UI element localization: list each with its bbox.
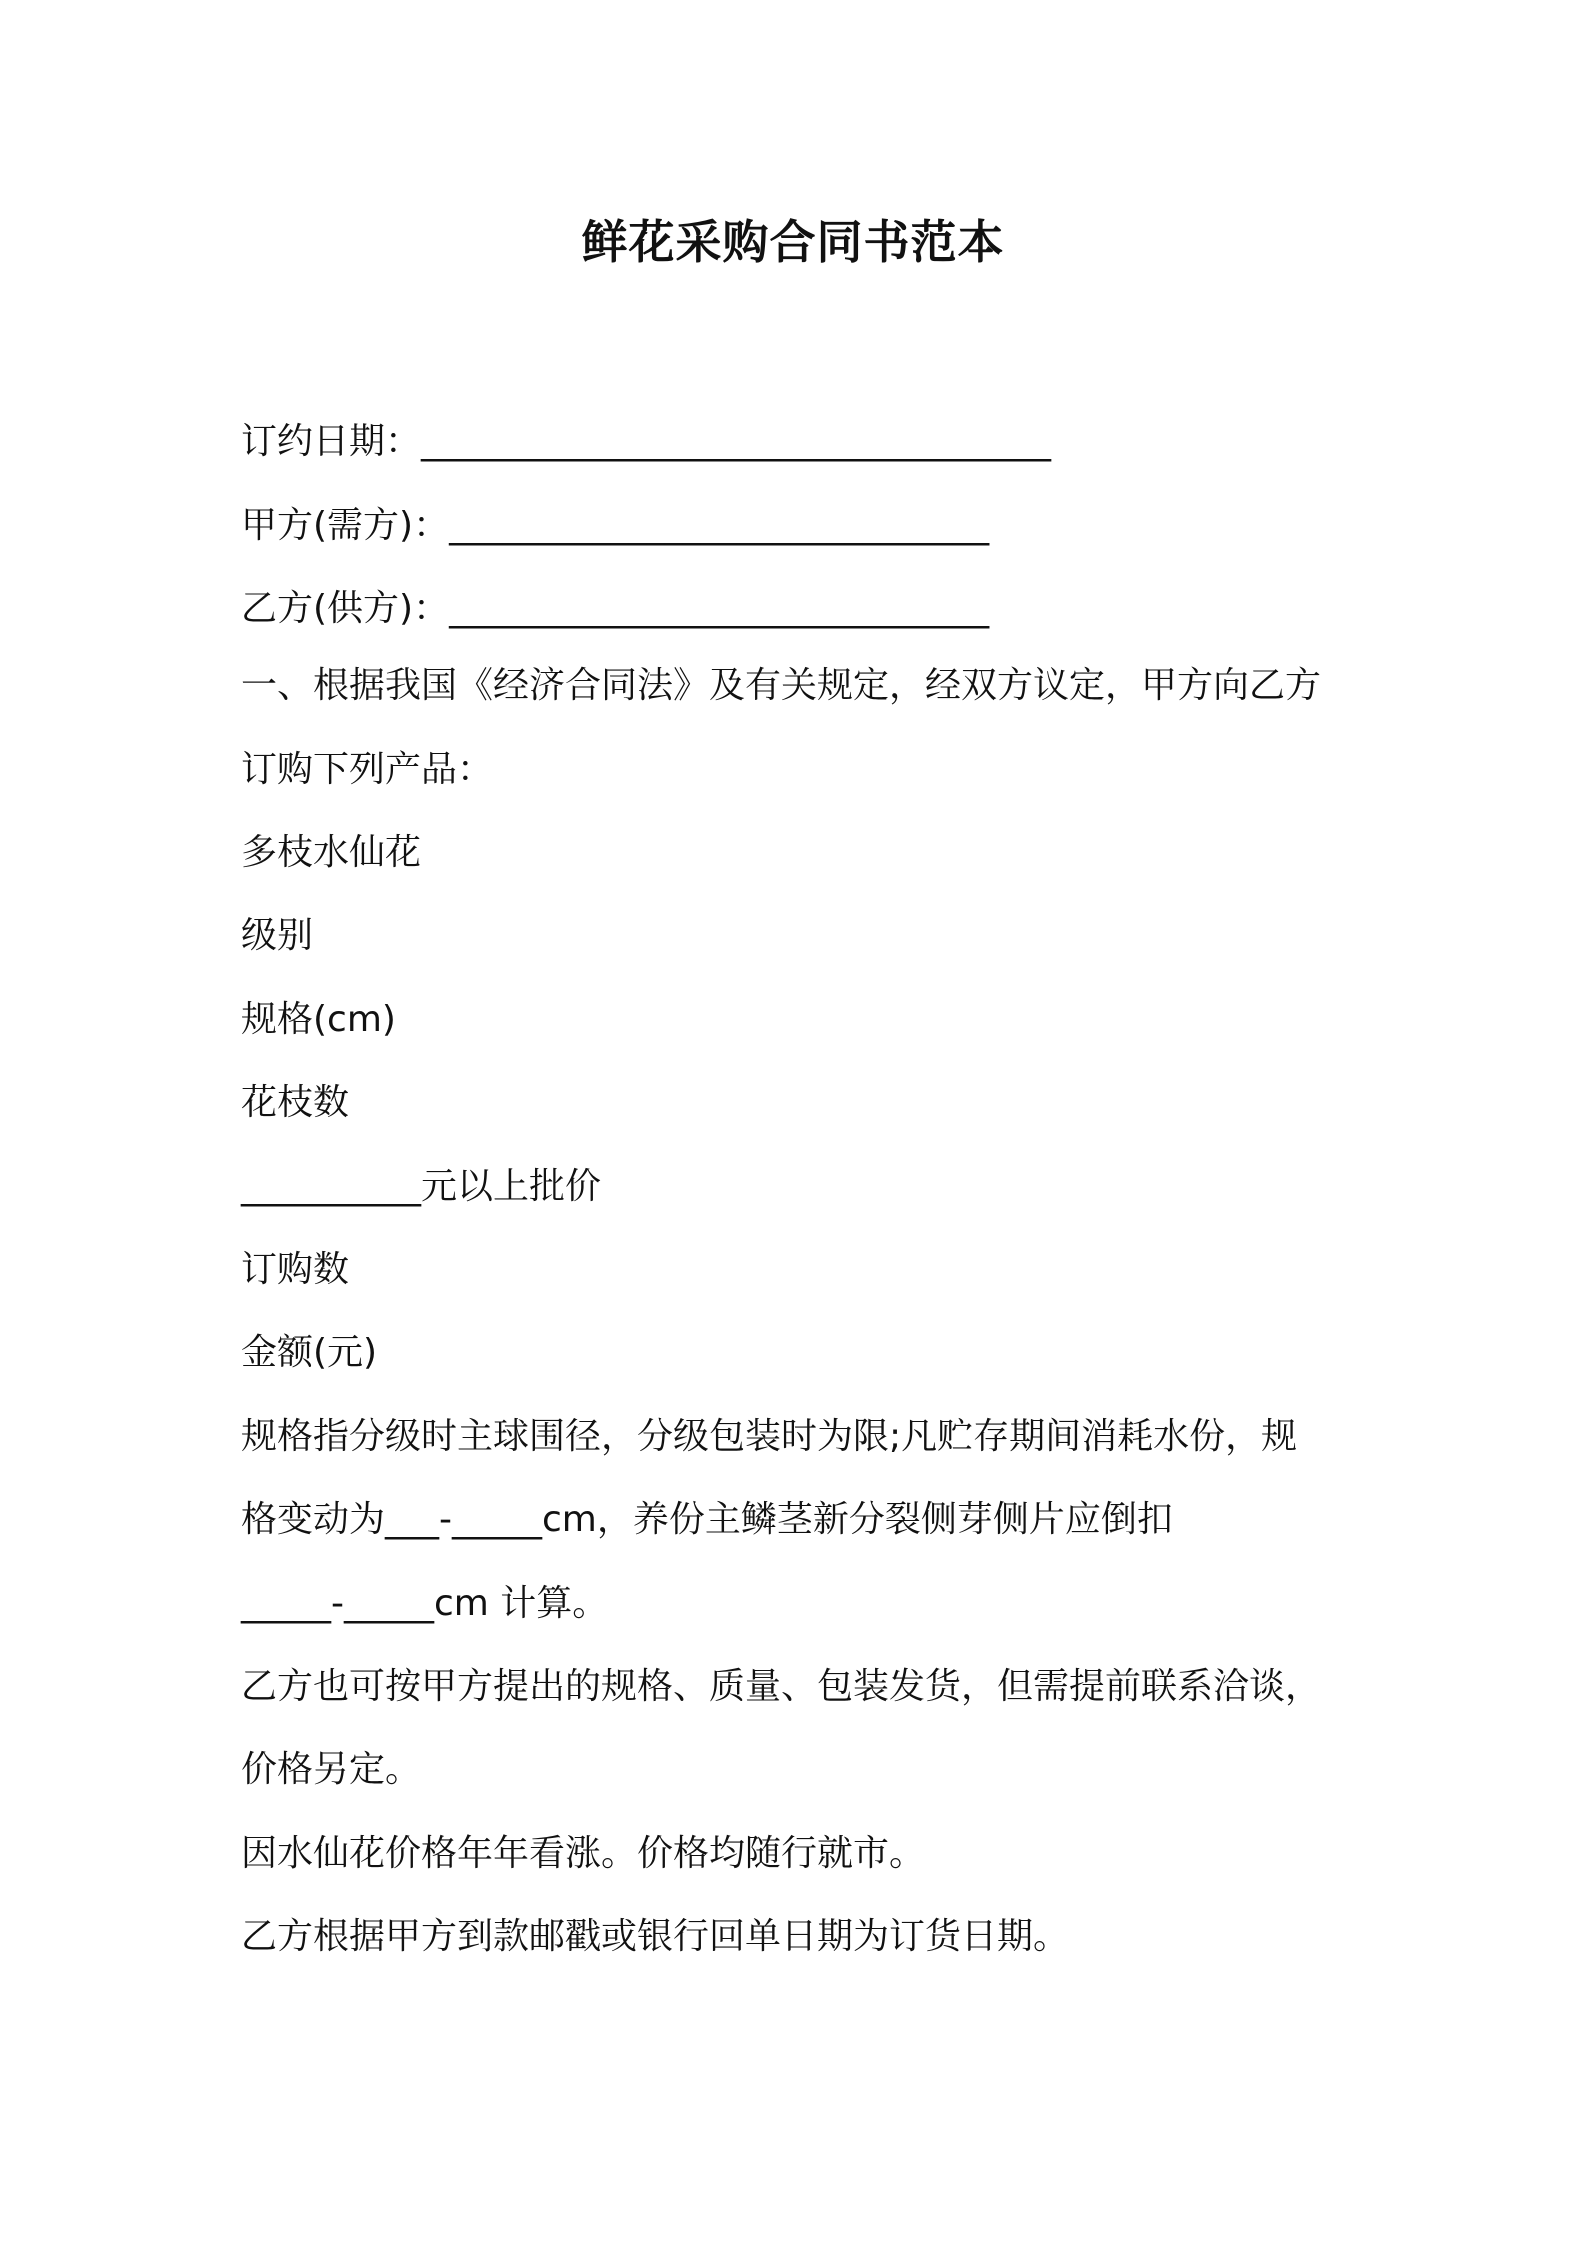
item-order-quantity: 订购数	[241, 1249, 350, 1290]
clause-one-line-2: 订购下列产品：	[241, 749, 494, 790]
spec-note-line-2: 格变动为___-_____cm，养份主鳞茎新分裂侧芽侧片应倒扣	[241, 1499, 1173, 1540]
item-wholesale-price: __________元以上批价	[241, 1166, 602, 1207]
document-title: 鲜花采购合同书范本	[581, 215, 1005, 269]
price-note: 因水仙花价格年年看涨。价格均随行就市。	[241, 1833, 926, 1874]
item-spec: 规格(cm)	[241, 999, 396, 1040]
product-name: 多枝水仙花	[241, 832, 422, 873]
spec-note-line-1: 规格指分级时主球围径，分级包装时为限;凡贮存期间消耗水份，规	[241, 1416, 1298, 1457]
party-b-line: 乙方(供方)：______________________________	[241, 588, 990, 629]
spec-note-line-3: _____-_____cm 计算。	[241, 1583, 609, 1624]
clause-one-line-1: 一、根据我国《经济合同法》及有关规定，经双方议定，甲方向乙方	[241, 665, 1322, 706]
item-stem-count: 花枝数	[241, 1082, 350, 1123]
custom-order-line-1: 乙方也可按甲方提出的规格、质量、包装发货，但需提前联系洽谈，	[241, 1666, 1322, 1707]
item-amount: 金额(元)	[241, 1332, 378, 1373]
order-date-note: 乙方根据甲方到款邮戳或银行回单日期为订货日期。	[241, 1916, 1070, 1957]
item-grade: 级别	[241, 915, 314, 956]
custom-order-line-2: 价格另定。	[241, 1749, 422, 1790]
party-a-line: 甲方(需方)：______________________________	[241, 505, 990, 546]
contract-date-line: 订约日期：___________________________________	[241, 421, 1052, 462]
